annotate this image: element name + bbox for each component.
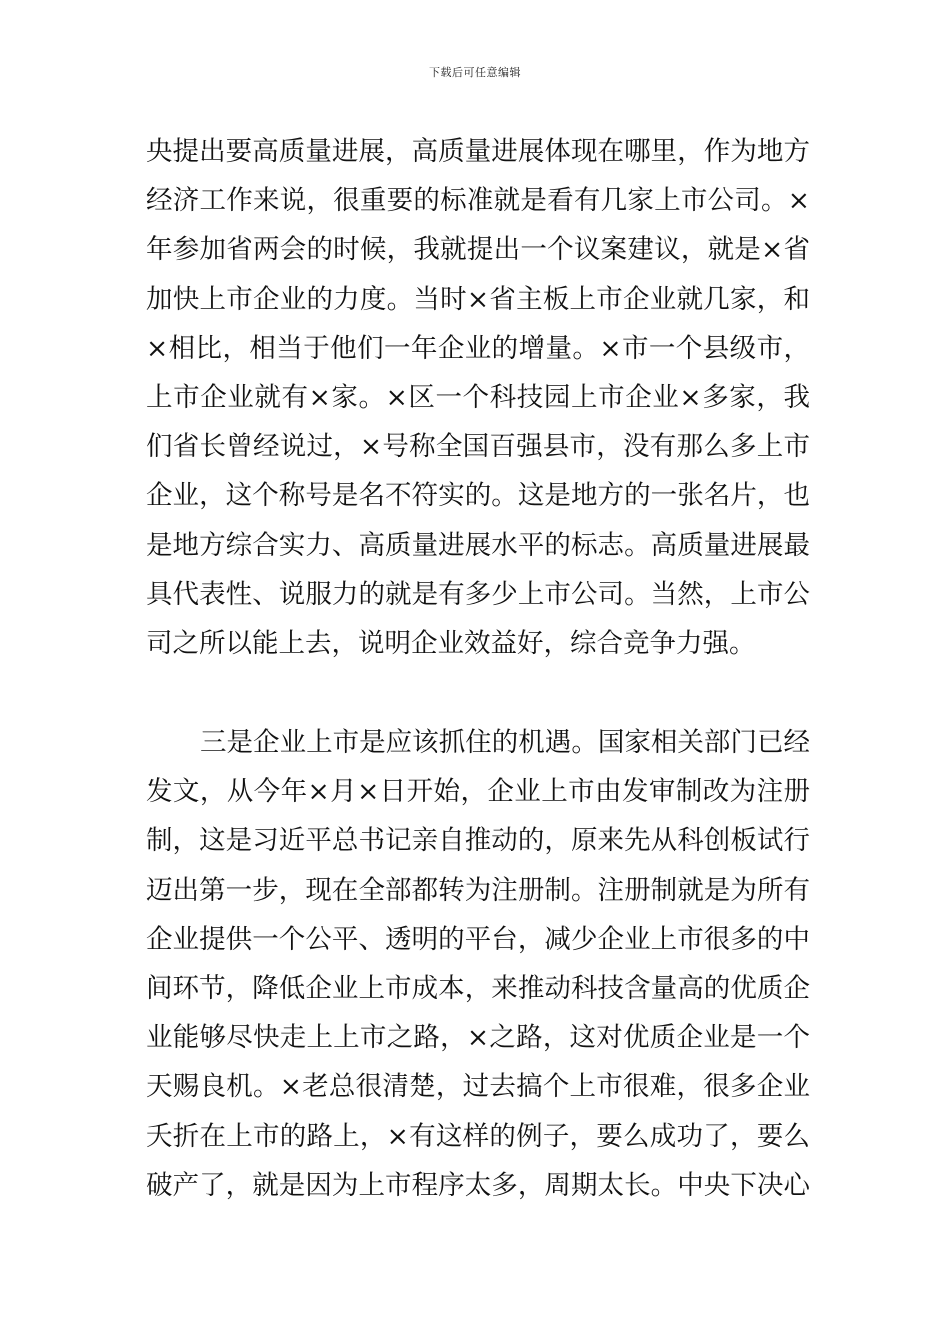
text-line: 天赐良机。×老总很清楚，过去搞个上市很难，很多企业	[146, 1071, 810, 1103]
text-line: 三是企业上市是应该抓住的机遇。国家相关部门已经	[200, 727, 810, 758]
paragraph-2	[146, 718, 810, 1210]
text-line: 们省长曾经说过，×号称全国百强县市，没有那么多上市	[146, 431, 810, 463]
text-line: 迈出第一步，现在全部都转为注册制。注册制就是为所有	[146, 874, 810, 906]
text-line: 具代表性、说服力的就是有多少上市公司。当然，上市公	[146, 578, 810, 610]
text-line: 企业，这个称号是名不符实的。这是地方的一张名片，也	[146, 480, 810, 512]
text-line: 司之所以能上去，说明企业效益好，综合竞争力强。	[146, 628, 756, 660]
text-line: 企业提供一个公平、透明的平台，减少企业上市很多的中	[146, 923, 810, 955]
text-line: 间环节，降低企业上市成本，来推动科技含量高的优质企	[146, 973, 810, 1005]
text-line: 央提出要高质量进展，高质量进展体现在哪里，作为地方	[146, 136, 810, 167]
paragraph-1	[146, 127, 810, 668]
text-line: 年参加省两会的时候，我就提出一个议案建议，就是×省	[146, 234, 810, 266]
text-line: 破产了，就是因为上市程序太多，周期太长。中央下决心	[146, 1169, 810, 1201]
text-line: 上市企业就有×家。×区一个科技园上市企业×多家，我	[146, 382, 810, 414]
text-line: 经济工作来说，很重要的标准就是看有几家上市公司。×	[146, 185, 810, 217]
text-line: 制，这是习近平总书记亲自推动的，原来先从科创板试行	[146, 825, 810, 857]
text-line: 业能够尽快走上上市之路，×之路，这对优质企业是一个	[146, 1022, 810, 1054]
page-header: 下载后可任意编辑	[429, 66, 521, 79]
text-line: 是地方综合实力、高质量进展水平的标志。高质量进展最	[146, 529, 810, 561]
text-line: 夭折在上市的路上，×有这样的例子，要么成功了，要么	[146, 1120, 810, 1152]
text-line: ×相比，相当于他们一年企业的增量。×市一个县级市，	[146, 332, 810, 364]
text-line: 加快上市企业的力度。当时×省主板上市企业就几家，和	[146, 283, 810, 315]
text-line: 发文，从今年×月×日开始，企业上市由发审制改为注册	[146, 776, 810, 808]
